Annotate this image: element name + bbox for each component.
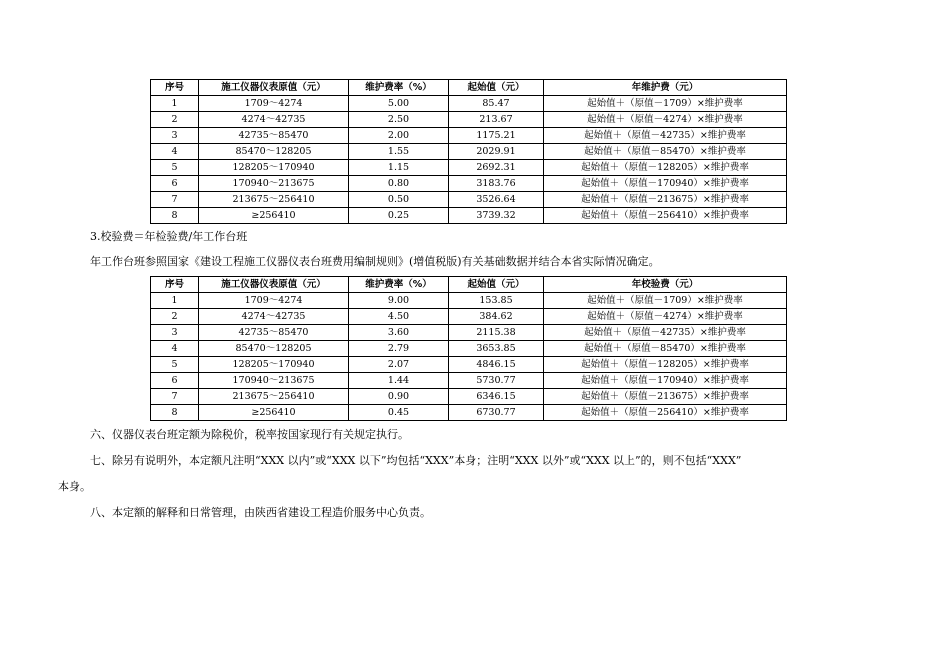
column-header: 序号: [151, 277, 199, 293]
table-row: [151, 373, 787, 389]
column-header: 起始值（元）: [449, 80, 544, 96]
table-cell: ≥256410: [199, 405, 349, 421]
table-row: [151, 341, 787, 357]
calibration-fee-table: [150, 276, 787, 421]
table-cell: 起始值＋（原值－1709）×维护费率: [544, 96, 787, 112]
table-cell: 2.79: [349, 341, 449, 357]
table-cell: 4.50: [349, 309, 449, 325]
table-cell: 213675～256410: [199, 192, 349, 208]
table-cell: 2: [151, 309, 199, 325]
column-header: 年维护费（元）: [544, 80, 787, 96]
table-row: [151, 405, 787, 421]
table-cell: 4: [151, 144, 199, 160]
table-cell: 3: [151, 325, 199, 341]
table-cell: 5: [151, 160, 199, 176]
table-cell: 4274～42735: [199, 112, 349, 128]
table-row: [151, 357, 787, 373]
table-cell: 0.45: [349, 405, 449, 421]
column-header: 年校验费（元）: [544, 277, 787, 293]
table-cell: 2029.91: [449, 144, 544, 160]
table-cell: 3526.64: [449, 192, 544, 208]
annual-workdays-note: 年工作台班参照国家《建设工程施工仪器仪表台班费用编制规则》(增值税版)有关基础数据并结合本省实际情况确定。: [90, 255, 660, 268]
table-cell: 起始值＋（原值－170940）×维护费率: [544, 176, 787, 192]
table-cell: 起始值＋（原值－85470）×维护费率: [544, 144, 787, 160]
table-cell: 2.07: [349, 357, 449, 373]
table-cell: 3739.32: [449, 208, 544, 224]
column-header: 起始值（元）: [449, 277, 544, 293]
table-cell: 4846.15: [449, 357, 544, 373]
table-cell: 85470～128205: [199, 341, 349, 357]
table-cell: 3183.76: [449, 176, 544, 192]
table-cell: 起始值＋（原值－128205）×维护费率: [544, 357, 787, 373]
table-cell: 7: [151, 192, 199, 208]
table-cell: 6730.77: [449, 405, 544, 421]
table-cell: 1.15: [349, 160, 449, 176]
clause-six: 六、仪器仪表台班定额为除税价，税率按国家现行有关规定执行。: [90, 428, 409, 441]
table-cell: 128205～170940: [199, 357, 349, 373]
column-header: 施工仪器仪表原值（元）: [199, 277, 349, 293]
table-cell: 9.00: [349, 293, 449, 309]
table-cell: 2115.38: [449, 325, 544, 341]
table-cell: 0.25: [349, 208, 449, 224]
table-header-row: [151, 80, 787, 96]
table-row: [151, 293, 787, 309]
table-cell: 4274～42735: [199, 309, 349, 325]
table-row: [151, 160, 787, 176]
table-cell: 6346.15: [449, 389, 544, 405]
table-cell: 7: [151, 389, 199, 405]
table-cell: 4: [151, 341, 199, 357]
table-cell: 128205～170940: [199, 160, 349, 176]
table-cell: 1.44: [349, 373, 449, 389]
maintenance-fee-table: [150, 79, 787, 224]
table-cell: 1709～4274: [199, 293, 349, 309]
table-cell: 5730.77: [449, 373, 544, 389]
table-cell: 起始值＋（原值－128205）×维护费率: [544, 160, 787, 176]
table-cell: 8: [151, 405, 199, 421]
table-cell: 0.80: [349, 176, 449, 192]
table-cell: 起始值＋（原值－213675）×维护费率: [544, 192, 787, 208]
table-cell: 6: [151, 373, 199, 389]
table-cell: 213675～256410: [199, 389, 349, 405]
table-cell: 6: [151, 176, 199, 192]
table-cell: 起始值＋（原值－85470）×维护费率: [544, 341, 787, 357]
table-row: [151, 192, 787, 208]
table-cell: 0.90: [349, 389, 449, 405]
clause-seven-line2: 本身。: [58, 480, 91, 493]
table-cell: 170940～213675: [199, 176, 349, 192]
table-row: [151, 309, 787, 325]
table-row: [151, 176, 787, 192]
table-cell: 起始值＋（原值－4274）×维护费率: [544, 112, 787, 128]
table-cell: 8: [151, 208, 199, 224]
table-cell: 2.50: [349, 112, 449, 128]
table-cell: 170940～213675: [199, 373, 349, 389]
table-row: [151, 208, 787, 224]
table-cell: 起始值＋（原值－1709）×维护费率: [544, 293, 787, 309]
clause-eight: 八、本定额的解释和日常管理，由陕西省建设工程造价服务中心负责。: [90, 506, 431, 519]
table-cell: 0.50: [349, 192, 449, 208]
table-row: [151, 112, 787, 128]
table-cell: 起始值＋（原值－170940）×维护费率: [544, 373, 787, 389]
table-row: [151, 144, 787, 160]
table-cell: 1175.21: [449, 128, 544, 144]
table-cell: 1: [151, 293, 199, 309]
table-cell: 5: [151, 357, 199, 373]
table-cell: 1709～4274: [199, 96, 349, 112]
column-header: 维护费率（%）: [349, 277, 449, 293]
table-cell: 85470～128205: [199, 144, 349, 160]
table-cell: 5.00: [349, 96, 449, 112]
table-row: [151, 96, 787, 112]
column-header: 施工仪器仪表原值（元）: [199, 80, 349, 96]
table-cell: 起始值＋（原值－256410）×维护费率: [544, 405, 787, 421]
table-cell: ≥256410: [199, 208, 349, 224]
table-cell: 3: [151, 128, 199, 144]
table-row: [151, 389, 787, 405]
table-cell: 3653.85: [449, 341, 544, 357]
table-cell: 1: [151, 96, 199, 112]
table-cell: 起始值＋（原值－4274）×维护费率: [544, 309, 787, 325]
table-row: [151, 325, 787, 341]
table-cell: 384.62: [449, 309, 544, 325]
table-cell: 起始值＋（原值－42735）×维护费率: [544, 325, 787, 341]
table-header-row: [151, 277, 787, 293]
table-cell: 42735～85470: [199, 325, 349, 341]
calibration-fee-formula: 3.校验费＝年检验费/年工作台班: [90, 230, 248, 243]
table-cell: 1.55: [349, 144, 449, 160]
table-cell: 2692.31: [449, 160, 544, 176]
column-header: 序号: [151, 80, 199, 96]
column-header: 维护费率（%）: [349, 80, 449, 96]
table-cell: 153.85: [449, 293, 544, 309]
table-cell: 3.60: [349, 325, 449, 341]
table-cell: 2.00: [349, 128, 449, 144]
clause-seven-line1: 七、除另有说明外，本定额凡注明“XXX 以内”或“XXX 以下”均包括“XXX”本身；注明“XXX 以外”或“XXX 以上”的，则不包括“XXX”: [90, 454, 742, 467]
table-cell: 42735～85470: [199, 128, 349, 144]
table-cell: 起始值＋（原值－256410）×维护费率: [544, 208, 787, 224]
table-row: [151, 128, 787, 144]
table-cell: 起始值＋（原值－42735）×维护费率: [544, 128, 787, 144]
table-cell: 85.47: [449, 96, 544, 112]
table-cell: 213.67: [449, 112, 544, 128]
table-cell: 2: [151, 112, 199, 128]
table-cell: 起始值＋（原值－213675）×维护费率: [544, 389, 787, 405]
